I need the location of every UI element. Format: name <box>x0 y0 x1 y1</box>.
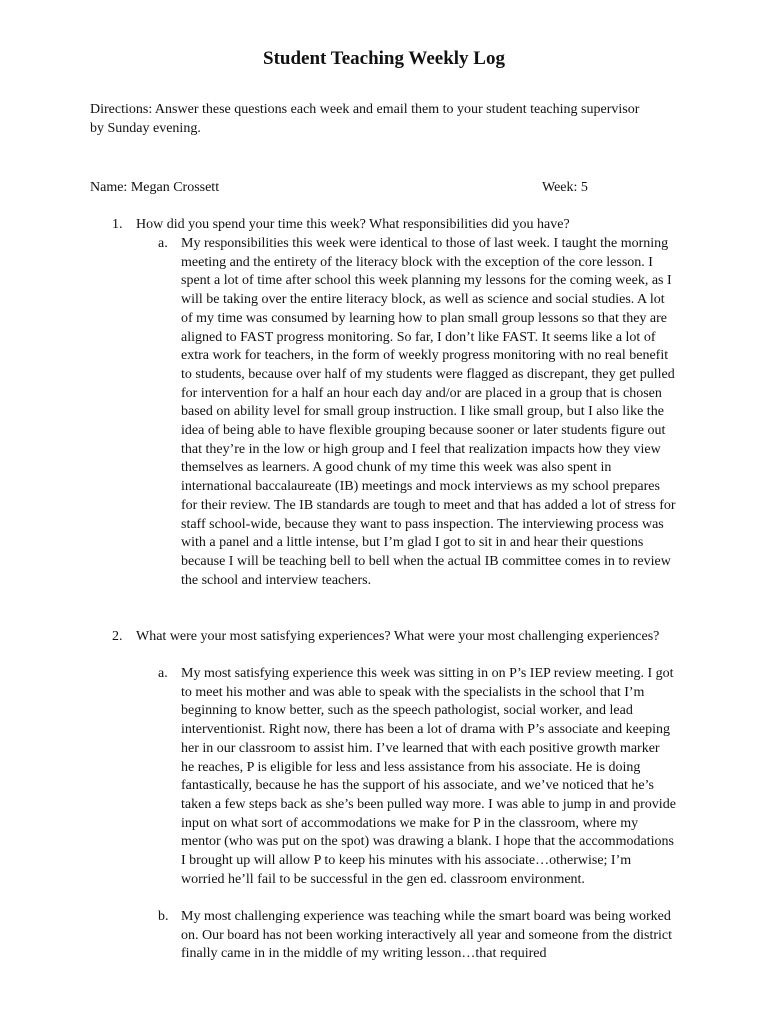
answer-letter: a. <box>158 236 168 251</box>
week-number: Week: 5 <box>542 180 588 195</box>
answer-2a <box>158 665 676 889</box>
question-number: 2. <box>112 629 123 644</box>
question-text: How did you spend your time this week? What responsibilities did you have? <box>136 217 570 232</box>
student-name: Name: Megan Crossett <box>90 180 220 195</box>
question-text: What were your most satisfying experiences? What were your most challenging experiences? <box>136 629 660 644</box>
answer-text: My responsibilities this week were identical to those of last week. I taught the morning meeting and the entirety of the literacy block with the exception of the core lesson. I spent a lot of time after school this week planning my lessons for the coming week, as I will be taking over the entire literacy block, as well as science and social studies. A lot of my time was consumed by learning how to plan small group lessons so that they are aligned to FAST progress monitoring. So far, I don’t like FAST. It seems like a lot of extra work for teachers, in the form of weekly progress monitoring with no real benefit to students, because over half of my students were flagged as discrepant, they get pulled for intervention for a half an hour each day and/or are placed in a group that is chosen based on ability level for small group instruction. I like small group, but I also like the idea of being able to have flexible grouping because sooner or later students figure out that they’re in the low or high group and I feel that realization impacts how they view themselves as learners. A good chunk of my time this week was also spent in international baccalaureate (IB) meetings and mock interviews as my school prepares for their review. The IB standards are tough to meet and that has added a lot of stress for staff school-wide, because they want to pass inspection. The interviewing process was with a panel and a little intense, but I’m glad I got to sit in and hear their questions because I will be teaching bell to bell when the actual IB committee comes in to review the school and interview teachers. <box>181 236 676 588</box>
answer-2b <box>158 908 676 964</box>
answer-letter: a. <box>158 666 168 681</box>
directions-text: Directions: Answer these questions each week and email them to your student teaching supervisor by Sunday evening. <box>90 102 640 136</box>
page-title: Student Teaching Weekly Log <box>263 48 505 69</box>
answer-letter: b. <box>158 909 169 924</box>
question-1 <box>112 216 672 235</box>
name-week-line <box>90 178 690 197</box>
answer-text: My most challenging experience was teaching while the smart board was being worked on. Our board has not been working interactively all year and someone from the district finally came in in the middle of my writing lesson…that required <box>181 909 673 962</box>
answer-1a <box>158 235 676 590</box>
answer-text: My most satisfying experience this week was sitting in on P’s IEP review meeting. I got to meet his mother and was able to speak with the specialists in the school that I’m beginning to know better, such as the speech pathologist, social worker, and lead interventionist. Right now, there has been a lot of drama with P’s associate and keeping her in our classroom to assist him. I’ve learned that with each positive growth marker he reaches, P is eligible for less and less assistance from his associate. He is doing fantastically, because he has the support of his associate, and we’ve noticed that he’s taken a few steps back as she’s been pulled way more. I was able to jump in and provide input on what sort of accommodations we make for P in the classroom, where my mentor (who was put on the spot) was drawing a blank. I hope that the accommodations I brought up will allow P to keep his minutes with his associate…otherwise; I’m worried he’ll fail to be successful in the gen ed. classroom environment. <box>181 666 676 887</box>
question-number: 1. <box>112 217 123 232</box>
question-2 <box>112 628 672 647</box>
